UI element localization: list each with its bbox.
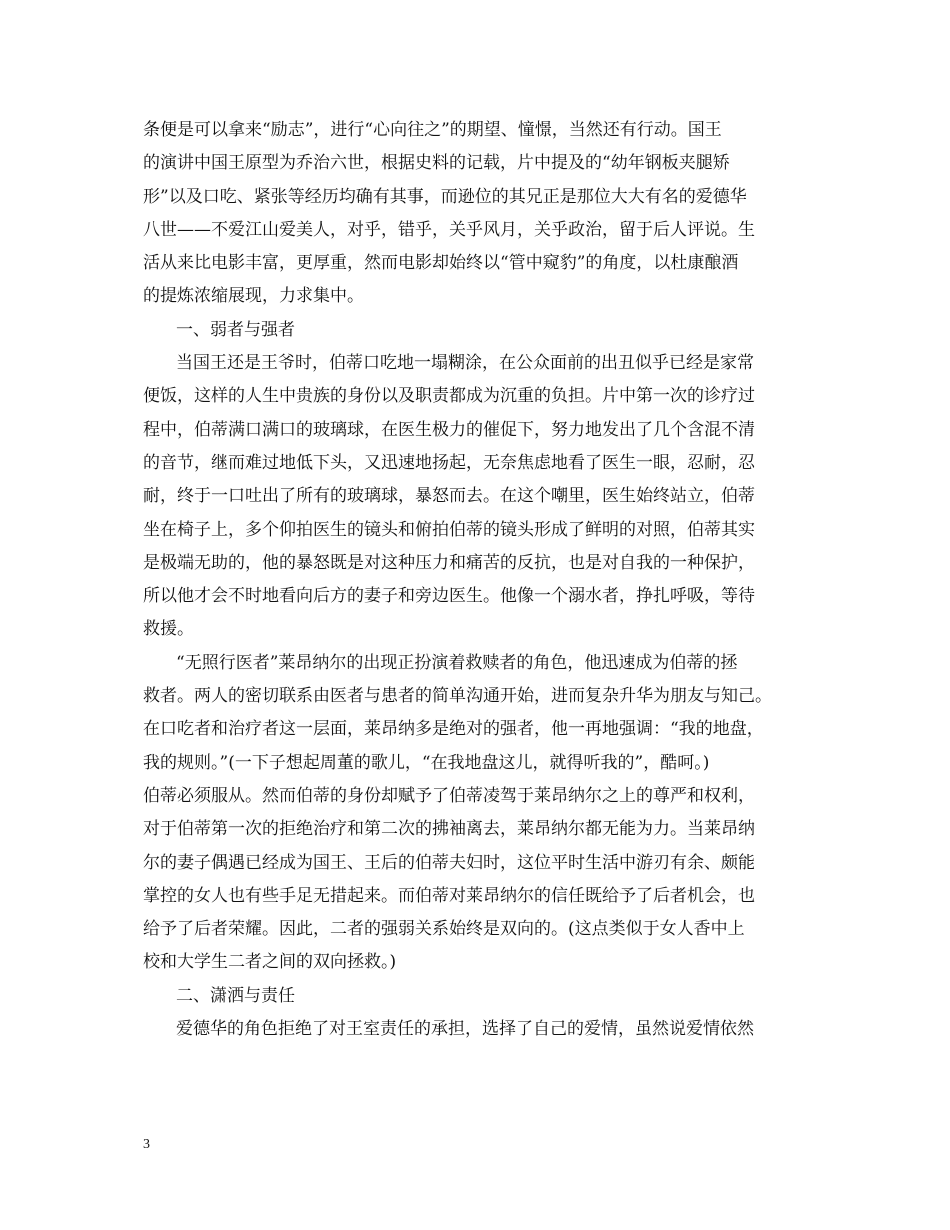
text-line: 的演讲中国王原型为乔治六世，根据史料的记载，片中提及的“幼年钢板夹腿矫 [143, 153, 730, 174]
text-line: 的提炼浓缩展现，力求集中。 [143, 286, 364, 307]
text-line: 救援。 [143, 619, 194, 640]
text-line: 当国王还是王爷时，伯蒂口吃地一塌糊涂，在公众面前的出丑似乎已经是家常 [176, 353, 754, 374]
text-line: 的音节，继而难过地低下头，又迅速地扬起，无奈焦虑地看了医生一眼，忍耐，忍 [143, 452, 755, 473]
text-line: 程中，伯蒂满口满口的玻璃球，在医生极力的催促下，努力地发出了几个含混不清 [143, 419, 755, 440]
text-line: 八世——不爱江山爱美人，对乎，错乎，关乎风月，关乎政治，留于后人评说。生 [143, 219, 755, 240]
text-line: “无照行医者”莱昂纳尔的出现正扮演着救赎者的角色，他迅速成为伯蒂的拯 [176, 652, 738, 673]
text-line: 是极端无助的，他的暴怒既是对这种压力和痛苦的反抗，也是对自我的一种保护， [143, 552, 755, 573]
text-line: 校和大学生二者之间的双向拯救。) [143, 952, 397, 973]
text-line: 掌控的女人也有些手足无措起来。而伯蒂对莱昂纳尔的信任既给予了后者机会，也 [143, 885, 755, 906]
section-heading: 一、弱者与强者 [176, 319, 295, 340]
text-line: 所以他才会不时地看向后方的妻子和旁边医生。他像一个溺水者，挣扎呼吸，等待 [143, 586, 755, 607]
text-line: 我的规则。”(一下子想起周董的歌儿，“在我地盘这儿，就得听我的”，酷呵。) [143, 752, 710, 773]
text-line: 形”以及口吃、紧张等经历均确有其事，而逊位的其兄正是那位大大有名的爱德华 [143, 186, 747, 207]
page-number: 3 [143, 1137, 150, 1152]
text-line: 爱德华的角色拒绝了对王室责任的承担，选择了自己的爱情，虽然说爱情依然 [176, 1019, 754, 1040]
text-line: 耐，终于一口吐出了所有的玻璃球，暴怒而去。在这个嘲里，医生始终站立，伯蒂 [143, 486, 755, 507]
text-line: 伯蒂必须服从。然而伯蒂的身份却赋予了伯蒂凌驾于莱昂纳尔之上的尊严和权利， [143, 785, 755, 806]
text-line: 坐在椅子上，多个仰拍医生的镜头和俯拍伯蒂的镜头形成了鲜明的对照，伯蒂其实 [143, 519, 755, 540]
section-heading: 二、潇洒与责任 [176, 985, 295, 1006]
text-line: 尔的妻子偶遇已经成为国王、王后的伯蒂夫妇时，这位平时生活中游刃有余、颇能 [143, 852, 755, 873]
text-line: 对于伯蒂第一次的拒绝治疗和第二次的拂袖离去，莱昂纳尔都无能为力。当莱昂纳 [143, 819, 755, 840]
text-line: 救者。两人的密切联系由医者与患者的简单沟通开始，进而复杂升华为朋友与知己。 [143, 686, 772, 707]
text-line: 活从来比电影丰富，更厚重，然而电影却始终以“管中窥豹”的角度，以杜康酿酒 [143, 253, 739, 274]
text-line: 条便是可以拿来“励志”，进行“心向往之”的期望、憧憬，当然还有行动。国王 [143, 120, 722, 140]
text-line: 给予了后者荣耀。因此，二者的强弱关系始终是双向的。(这点类似于女人香中上 [143, 919, 745, 940]
body-text [143, 114, 811, 1046]
text-line: 便饭，这样的人生中贵族的身份以及职责都成为沉重的负担。片中第一次的诊疗过 [143, 386, 755, 407]
text-line: 在口吃者和治疗者这一层面，莱昂纳多是绝对的强者，他一再地强调：“我的地盘， [143, 719, 764, 740]
